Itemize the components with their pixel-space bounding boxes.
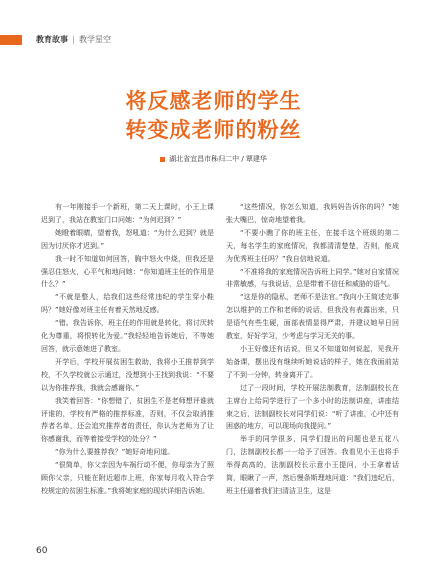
- paragraph: “你为什么要推荐我？”她好奇地问道。: [55, 448, 175, 457]
- header-accent-bar: [0, 35, 22, 45]
- column-label: 教学星空: [79, 35, 111, 44]
- left-column: [41, 201, 214, 498]
- byline-square-icon: [160, 157, 165, 162]
- section-header: [0, 31, 427, 49]
- paragraph: “这些情况，你怎么知道，我妈妈告诉你的吗？”她张大嘴巴，惊奇地望着我。: [226, 203, 399, 224]
- article-title-line-1: 将反感老师的学生: [125, 89, 302, 113]
- paragraph: “不准将我的家庭情况告诉班上同学。”她对自家情况非常敏感，与我说话，总是带着不信任和威胁的语气。: [226, 267, 399, 289]
- paragraph: “很简单，你父亲因为车祸行动不便，你母亲为了照顾你父亲，只能在附近超市上班，你家每月收入符合学校规定的贫困生标准。”我将她家庭的现状详细告诉她。: [41, 461, 214, 495]
- page-number: 60: [36, 546, 48, 556]
- author-affiliation: 湖北省宜昌市秭归二中 / 覃建华: [169, 155, 267, 163]
- paragraph: “错。我告诉你，班主任的作用就是转化，将讨厌转化为尊重，将恨转化为爱。”我轻轻地告诉她后，不等她回答，就示意她进了教室。: [41, 319, 214, 353]
- paragraph: 她瞪着眼睛，望着我，怒吼道：“为什么迟到？就是因为讨厌你才迟到。”: [41, 228, 214, 250]
- paragraph: “不就是整人，给我们这些经常违纪的学生穿小鞋吗？”她好像对班主任有着天然地反感。: [41, 293, 214, 315]
- paragraph: “这是你的隐私，老师不是法官。”我向小王简述完事怎以维护的工作和老师的说话，但我没有表露出来，只是语气有些生硬，面部表情显得严肃，并建议她早日回教室，好好学习，少考虑与学习无关的事。: [226, 293, 399, 341]
- article-title-line-2: 转变成老师的粉丝: [125, 118, 302, 142]
- paragraph: 小王好像还有话说，但又不知道如何说起，见我开始备课，摆出没有继续听她说话的样子，她在我面前站了不到一分钟，转身离开了。: [226, 344, 399, 379]
- right-column: [226, 201, 399, 498]
- byline: [0, 154, 427, 164]
- paragraph: 有一年刚接手一个新班，第二天上课时，小王上课迟到了，我站在教室门口问她：“为何迟到？”: [41, 203, 214, 224]
- paragraph: 我笑着回答：“你想错了，贫困生不是老师想评谁就评谁的，学校有严格的推荐标准，否则，不仅会取消推荐者名单，还会追究推荐者的责任，你认为老师为了让你感谢我，而等着接受学校的处分？”: [41, 396, 214, 444]
- paragraph: 举手的同学很多，同学们提出的问题也是五花八门，法制副校长都一一给予了回答。我看见小王也将手举得高高的，法制副校长示意小王提问，小王拿着话筒，眼瞅了一声，然后慢条斯理地问道：“我们违纪后，班主任逼着我们扫清洁卫生，这是: [226, 435, 399, 495]
- paragraph: 开学后，学校开展贫困生救助，我将小王推荐到学校，不久学校就公示通过，没想到小王找到我说：“不要以为你推荐我，我就会感谢你。”: [41, 357, 214, 392]
- section-label: 教育故事: [36, 35, 68, 44]
- paragraph: “不要小瞧了你的班主任，在接手这个班级的第二天，每名学生的家庭情况，我都清清楚楚，否则，能成为优秀班主任吗？”我自信地说道。: [226, 228, 399, 263]
- paragraph: 过了一段时间，学校开展法制教育，法制副校长在主席台上给同学进行了一个多小时的法制讲座，讲座结束之后，法制副校长对同学们说：“听了讲座，心中还有困惑的地方，可以现场向我提问。”: [226, 383, 399, 431]
- header-separator: |: [72, 35, 75, 44]
- paragraph: 我一时不知道如何回答，胸中怒火中烧，但我还是强忍住怒火，心平气和地问她：“你知道班主任的作用是什么？”: [41, 254, 214, 289]
